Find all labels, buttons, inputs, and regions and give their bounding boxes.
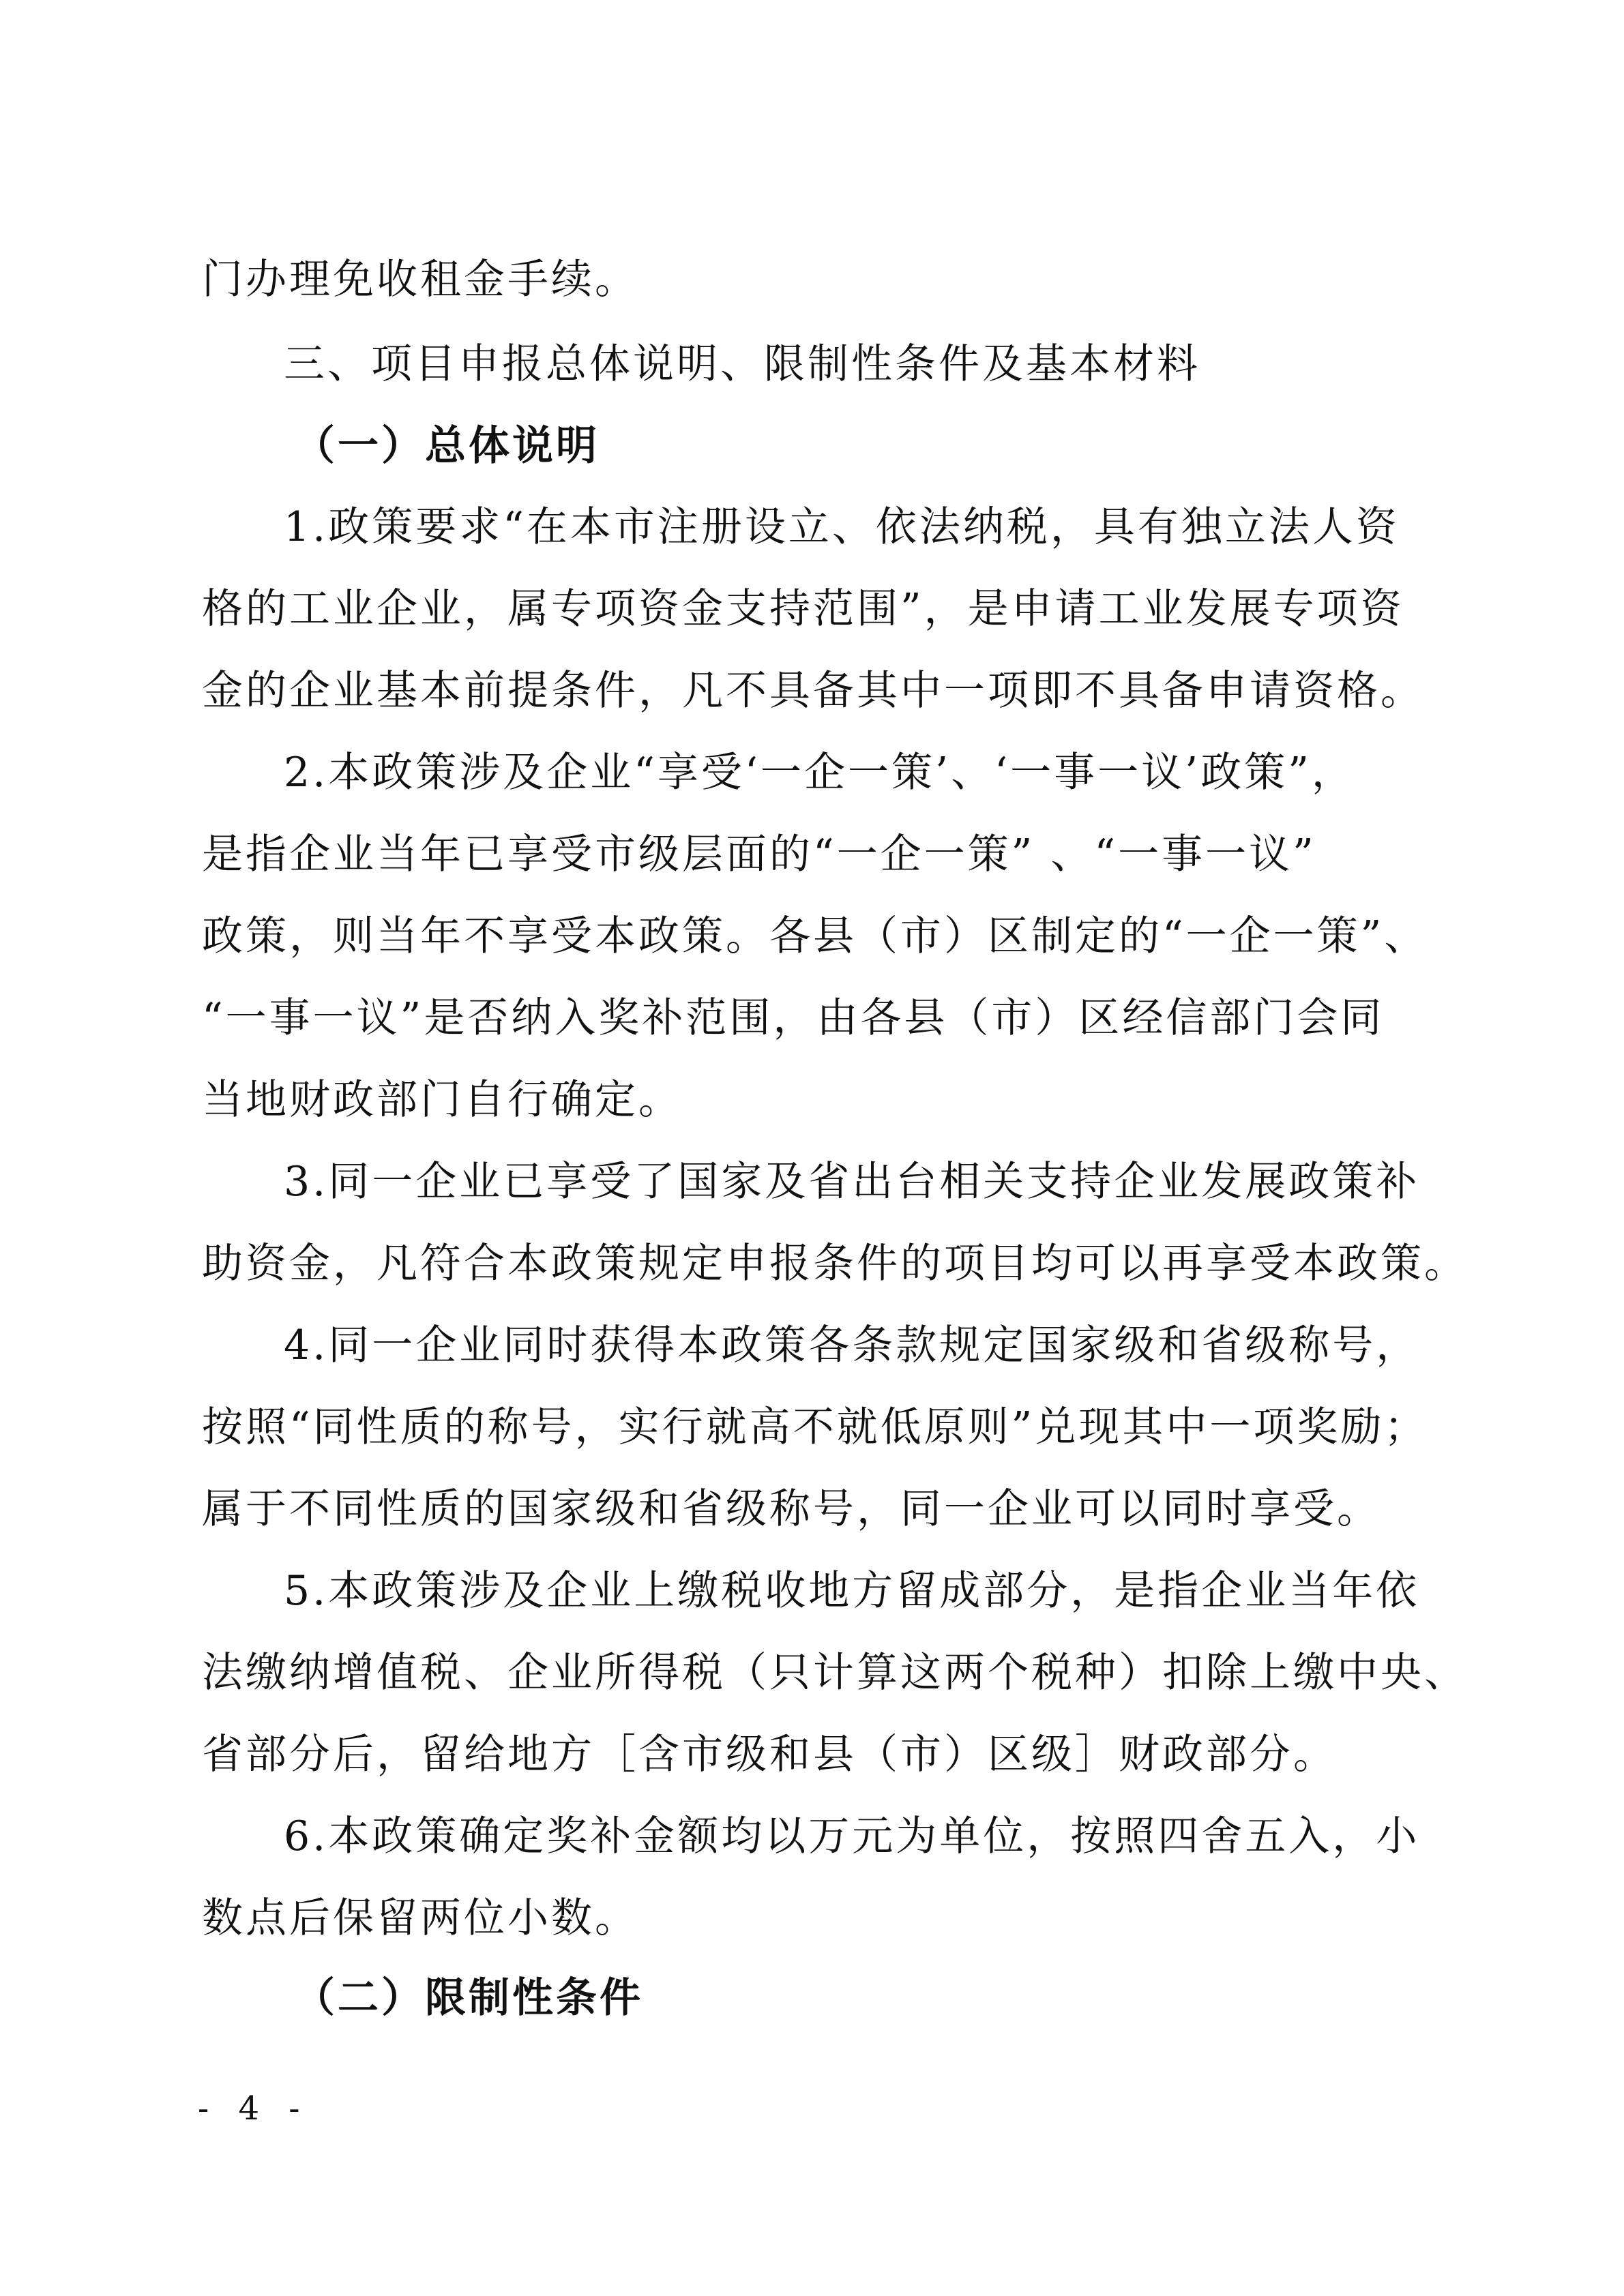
page-number: - 4 - (198, 2089, 310, 2128)
body-text-line: 格的工业企业，属专项资金支持范围”，是申请工业发展专项资 (202, 585, 1404, 633)
body-text-line: 省部分后，留给地方［含市级和县（市）区级］财政部分。 (202, 1731, 1337, 1778)
body-text-line: 金的企业基本前提条件，凡不具备其中一项即不具备申请资格。 (202, 667, 1424, 715)
body-text-line: 3.同一企业已享受了国家及省出台相关支持企业发展政策补 (284, 1158, 1420, 1206)
body-text-line: 1.政策要求“在本市注册设立、依法纳税，具有独立法人资 (284, 503, 1400, 551)
body-text-line: 政策，则当年不享受本政策。各县（市）区制定的“一企一策”、 (202, 912, 1428, 960)
body-text-line: 助资金，凡符合本政策规定申报条件的项目均可以再享受本政策。 (202, 1240, 1468, 1287)
body-text-line: 4.同一企业同时获得本政策各条款规定国家级和省级称号， (284, 1322, 1420, 1369)
subsection-heading: （一）总体说明 (294, 422, 600, 470)
subsection-heading: （二）限制性条件 (294, 1974, 643, 2022)
body-text-line: 门办理免收租金手续。 (202, 256, 638, 303)
body-text-line: 法缴纳增值税、企业所得税（只计算这两个税种）扣除上缴中央、 (202, 1649, 1468, 1697)
body-text-line: 数点后保留两位小数。 (202, 1894, 638, 1942)
body-text-line: “一事一议”是否纳入奖补范围，由各县（市）区经信部门会同 (202, 994, 1385, 1042)
body-text-line: 是指企业当年已享受市级层面的“一企一策” 、“一事一议” (202, 831, 1316, 878)
section-heading: 三、项目申报总体说明、限制性条件及基本材料 (284, 340, 1200, 388)
body-text-line: 2.本政策涉及企业“享受‘一企一策’、‘一事一议’政策”， (284, 749, 1355, 796)
body-text-line: 5.本政策涉及企业上缴税收地方留成部分，是指企业当年依 (284, 1567, 1420, 1615)
body-text-line: 当地财政部门自行确定。 (202, 1076, 682, 1124)
body-text-line: 属于不同性质的国家级和省级称号，同一企业可以同时享受。 (202, 1485, 1381, 1533)
body-text-line: 6.本政策确定奖补金额均以万元为单位，按照四舍五入，小 (284, 1813, 1420, 1860)
body-text-line: 按照“同性质的称号，实行就高不就低原则”兑现其中一项奖励； (202, 1403, 1428, 1451)
